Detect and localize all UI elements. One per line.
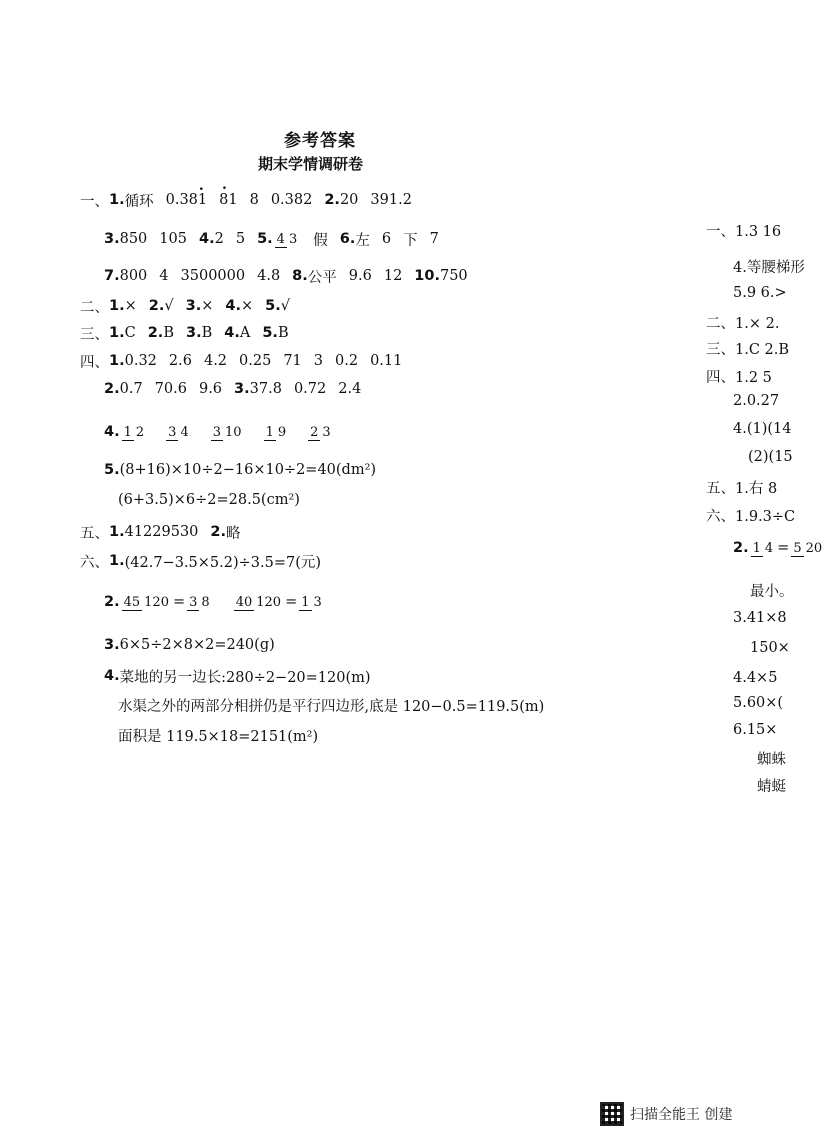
item-number: 5.: [257, 231, 273, 247]
answer-text: 800: [119, 268, 148, 284]
answer-text: (42.7−3.5×5.2)÷3.5=7(元): [124, 554, 322, 571]
answer-line-s3: [80, 322, 289, 344]
item-number: 1.: [109, 192, 125, 208]
answer-text: 12: [383, 268, 403, 284]
answer-text: 循环: [124, 193, 154, 210]
item-number: 2.: [148, 298, 165, 314]
answer-text: 假: [313, 232, 328, 249]
answer-text: (6+3.5)×6÷2=28.5(cm²): [118, 492, 300, 508]
item-number: 4.: [225, 298, 241, 314]
answer-text: 5: [235, 231, 246, 247]
answer-text: A: [239, 325, 251, 341]
answer-text: 20: [339, 192, 359, 208]
item-number: 4.: [198, 231, 215, 247]
answer-line-s1-2: [104, 226, 439, 252]
answer-text: 左: [355, 232, 370, 249]
item-number: 2.: [210, 524, 227, 540]
fraction: 1 4: [752, 540, 774, 556]
section-label: 二、: [80, 299, 109, 316]
answer-text: 2.4: [338, 381, 362, 397]
answer-line-s6-4c: [118, 724, 318, 746]
section-label: 四、: [80, 354, 109, 371]
right-col-line: 4.等腰梯形: [733, 260, 805, 276]
item-number: 1.: [109, 524, 125, 540]
answer-text: 105: [159, 231, 187, 247]
item-number: 5.: [265, 298, 281, 314]
answer-text: 81: [219, 192, 238, 208]
item-number: 3.: [185, 325, 202, 341]
right-col-line: 4.(1)(14: [733, 421, 792, 437]
answer-text: 0.7: [119, 381, 143, 397]
answer-text: 面积是 119.5×18=2151(m²): [118, 728, 319, 745]
answer-text: 0.2: [335, 353, 359, 369]
answer-text: 3500000: [180, 268, 246, 284]
answer-text: 2.6: [168, 353, 192, 369]
right-col-line: 四、1.2 5: [706, 370, 772, 386]
fraction: 3 8: [189, 594, 210, 610]
right-col-line: 五、1.右 8: [706, 481, 778, 497]
answer-line-s6-1: [80, 550, 321, 572]
item-number: 1.: [109, 353, 125, 369]
answer-text: 0.38: [165, 192, 198, 208]
item-number: 10.: [414, 268, 440, 284]
answer-text: 41229530: [124, 524, 199, 540]
repeating-dot: .: [222, 177, 227, 193]
item-number: 7.: [104, 268, 120, 284]
section-label: 五、: [80, 525, 109, 542]
answer-text: B: [277, 325, 289, 341]
answer-line-s6-3: [104, 634, 275, 656]
answer-text: 0.72: [293, 381, 327, 397]
item-number: 2.: [147, 325, 164, 341]
answer-text: 9.6: [348, 268, 372, 284]
answer-text: B: [163, 325, 174, 341]
right-col-line: 蜘蛛: [757, 752, 786, 768]
section-label: 一、: [80, 193, 109, 210]
section-label: 六、: [80, 554, 109, 571]
answer-text: (8+16)×10÷2−16×10÷2=40(dm²): [119, 462, 377, 478]
item-number: 1.: [109, 298, 125, 314]
equals-sign: =: [777, 540, 790, 556]
equals-sign: =: [285, 594, 298, 610]
fraction: 3 4: [168, 424, 189, 440]
item-number: 3.: [234, 381, 250, 397]
answer-text: √: [164, 298, 174, 314]
answer-text: B: [201, 325, 213, 341]
equals-sign: =: [172, 594, 186, 610]
answer-line-s6-2: [104, 582, 326, 622]
page-subtitle: 期末学情调研卷: [258, 155, 364, 173]
answer-text: 4.8: [257, 268, 281, 284]
right-col-line: 5.60×(: [733, 695, 784, 711]
answer-text: 菜地的另一边长:280÷2−20=120(m): [119, 669, 371, 686]
answer-text: 6×5÷2×8×2=240(g): [119, 637, 275, 653]
right-col-line: 150×: [750, 640, 790, 656]
scanner-label: 扫描全能王 创建: [630, 1107, 733, 1123]
answer-text: 850: [119, 231, 148, 247]
answer-text: 0.25: [239, 353, 272, 369]
answer-line-s4-2: [104, 378, 361, 400]
answer-text: √: [280, 298, 291, 314]
answer-text: C: [124, 325, 136, 341]
answer-line-s6-4a: [104, 665, 371, 687]
section-label: 三、: [80, 326, 109, 343]
answer-text: ×: [124, 298, 137, 314]
right-col-line: 三、1.C 2.B: [706, 342, 790, 358]
answer-text: 8: [249, 192, 259, 208]
item-number: 2.: [733, 540, 749, 556]
right-col-line: 5.9 6.>: [733, 285, 787, 301]
answer-line-s5: [80, 521, 241, 543]
answer-text: 下: [403, 232, 418, 249]
answer-line-s1-3: [104, 265, 468, 287]
fraction: 1 2: [123, 424, 145, 440]
answer-line-s4-1: [80, 350, 402, 372]
answer-text: 0.32: [124, 353, 157, 369]
right-col-line: 4.4×5: [733, 670, 778, 686]
answer-line-s1-1: [80, 189, 412, 211]
fraction: 40 120: [235, 594, 282, 610]
right-col-line: (2)(15: [748, 449, 793, 465]
fraction: 3 10: [212, 424, 242, 440]
answer-text: 391.2: [370, 192, 412, 208]
page-title: 参考答案: [284, 131, 356, 151]
answer-text: 6: [381, 231, 392, 247]
item-number: 3.: [104, 637, 120, 653]
item-number: 3.: [104, 231, 120, 247]
answer-text: 37.8: [249, 381, 282, 397]
right-col-line: 六、1.9.3÷C: [706, 509, 796, 525]
answer-text: 7: [429, 231, 439, 247]
answer-text: 4.2: [203, 353, 228, 369]
answer-line-s4-4: [104, 412, 335, 452]
answer-text: 71: [283, 353, 302, 369]
item-number: 3.: [185, 298, 202, 314]
item-number: 2.: [324, 192, 340, 208]
answer-text: 4: [159, 268, 169, 284]
answer-line-s4-5a: [104, 459, 376, 481]
answer-line-s4-5b: [118, 489, 300, 511]
right-col-line: 最小。: [750, 584, 794, 600]
answer-text: 3: [313, 353, 324, 369]
item-number: 1.: [109, 553, 125, 569]
right-col-line: 蜻蜓: [757, 779, 786, 795]
item-number: 6.: [339, 231, 356, 247]
fraction: 1 3: [301, 594, 322, 610]
answer-line-s6-4b: [118, 694, 544, 716]
item-number: 4.: [104, 424, 120, 440]
answer-text: 0.382: [270, 192, 313, 208]
answer-text: 2: [214, 231, 224, 247]
answer-text: 9.6: [198, 381, 223, 397]
answer-text: 0.11: [370, 353, 403, 369]
right-col-line: [733, 528, 826, 568]
qr-code-icon: [600, 1102, 624, 1126]
fraction: 45 120: [123, 594, 169, 610]
item-number: 4.: [224, 325, 240, 341]
right-col-line: 二、1.× 2.: [706, 316, 780, 332]
item-number: 8.: [292, 268, 308, 284]
answer-text: 公平: [307, 269, 337, 286]
item-number: 1.: [109, 325, 125, 341]
right-col-line: 2.0.27: [733, 393, 780, 409]
scanner-watermark: [600, 1102, 732, 1126]
fraction: 2 3: [310, 424, 331, 440]
answer-text: 水渠之外的两部分相拼仍是平行四边形,底是 120−0.5=119.5(m): [118, 698, 545, 715]
item-number: 2.: [104, 594, 120, 610]
right-col-line: 3.41×8: [733, 610, 787, 626]
right-col-line: 一、1.3 16: [706, 224, 782, 240]
answer-text: 70.6: [154, 381, 187, 397]
answer-line-s2: [80, 295, 290, 317]
item-number: 4.: [104, 668, 120, 684]
answer-text: ×: [201, 298, 214, 314]
item-number: 2.: [104, 381, 120, 397]
answer-text: 略: [226, 525, 241, 542]
item-number: 5.: [262, 325, 278, 341]
fraction: 1 9: [265, 424, 287, 440]
right-col-line: 6.15×: [733, 722, 778, 738]
answer-text: 750: [439, 268, 468, 284]
answer-text: ×: [241, 298, 254, 314]
fraction: 5 20: [793, 540, 823, 556]
answer-text: . 1: [198, 192, 207, 208]
item-number: 5.: [104, 462, 120, 478]
fraction: 4 3: [276, 231, 298, 247]
